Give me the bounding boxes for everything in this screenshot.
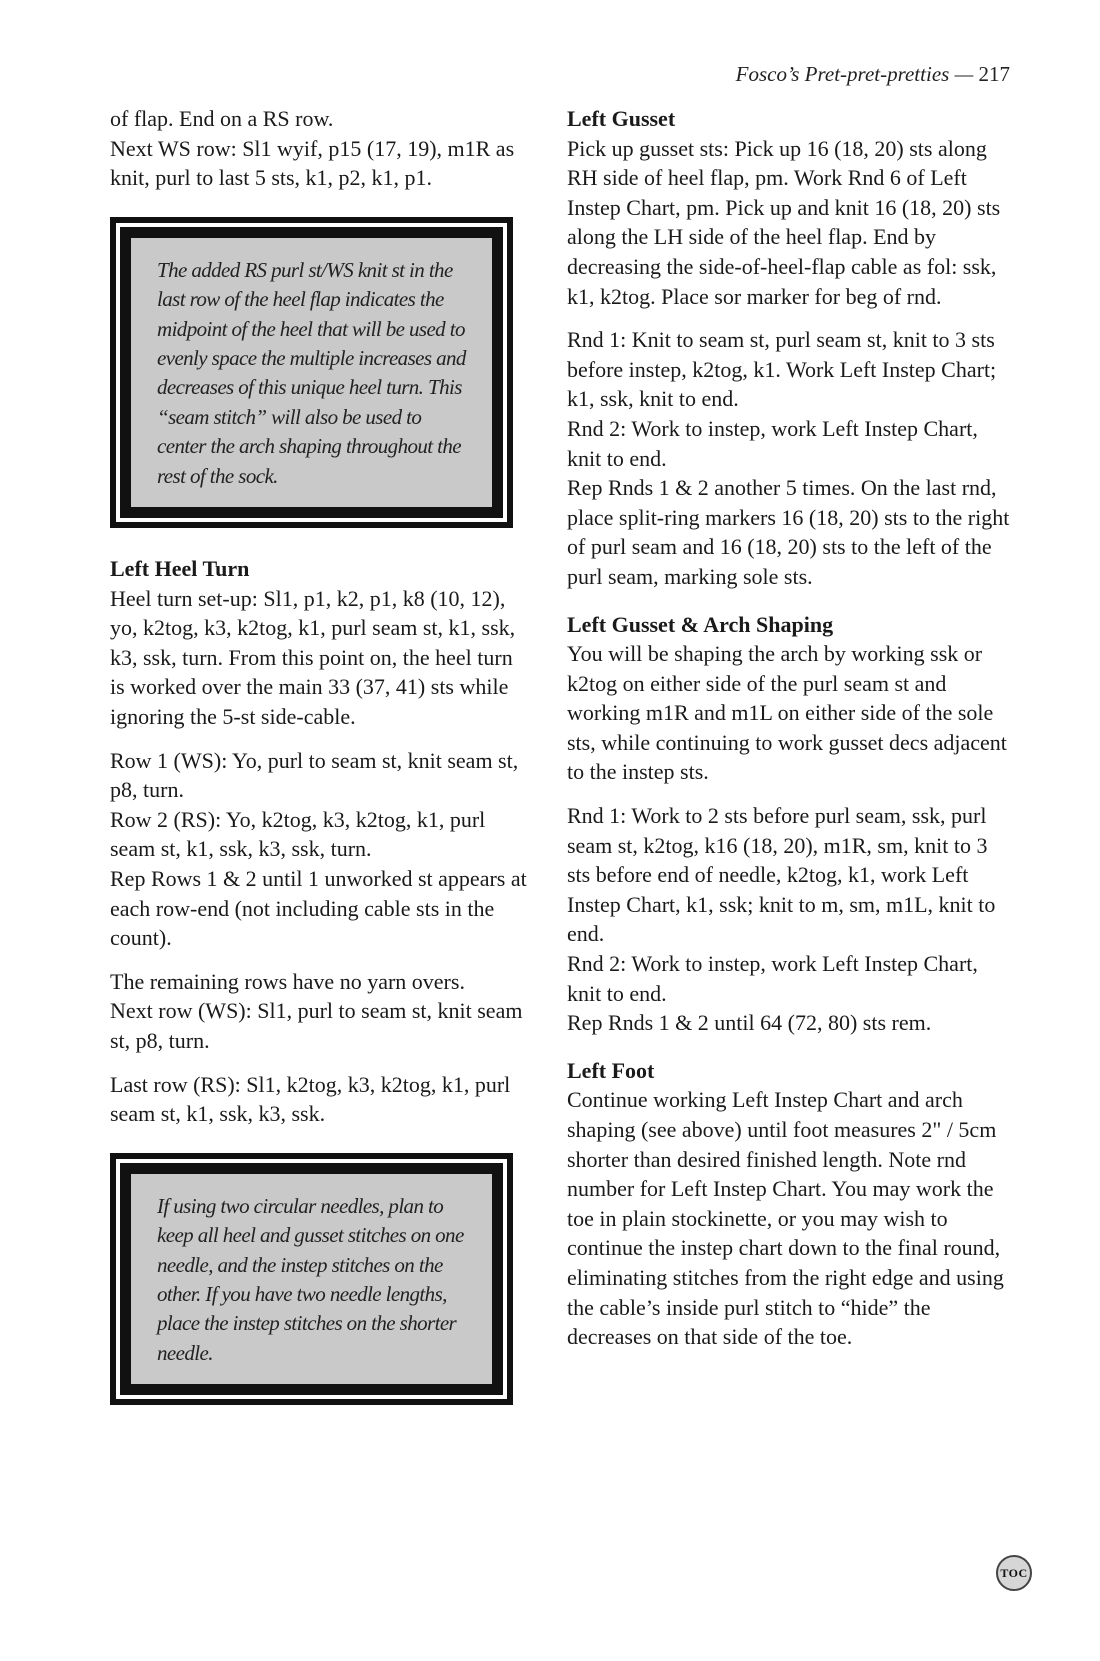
arch-shaping-heading: Left Gusset & Arch Shaping bbox=[567, 611, 834, 637]
last-row-text: Last row (RS): Sl1, k2tog, k3, k2tog, k1, purl seam st, k1, ssk, k3, ssk. bbox=[110, 1071, 511, 1127]
gusset-rnd1-text: Rnd 1: Knit to seam st, purl seam st, knit to 3 sts before instep, k2tog, k1. Work Left Instep Chart; k1, ssk, knit to end. bbox=[567, 327, 997, 412]
arch-intro-text: You will be shaping the arch by working ssk or k2tog on either side of the purl seam st and working m1R and m1L on either side of the sole sts, while continuing to work gusset decs adjacent to the instep sts. bbox=[567, 641, 1007, 785]
arch-rnd1-text: Rnd 1: Work to 2 sts before purl seam, ssk, purl seam st, k2tog, k16 (18, 20), m1R, sm, knit to 3 sts before end of needle, k2tog, k1, work Left Instep Chart, k1, ssk; knit to m, sm, m1L, knit to end. bbox=[567, 803, 996, 947]
gusset-pickup-text: Pick up gusset sts: Pick up 16 (18, 20) sts along RH side of heel flap, pm. Work Rnd 6 of Left Instep Chart, pm. Pick up and knit 16 (18, 20) sts along the LH side of the heel flap. End by decreasing the side-of-heel-flap cable as fol: ssk, k1, k2tog. Place sor marker for beg of rnd. bbox=[567, 135, 1001, 309]
gusset-rep-text: Rep Rnds 1 & 2 another 5 times. On the last rnd, place split-ring markers 16 (18, 20) sts to the right of purl seam and 16 (18, 20) sts to the left of the purl seam, marking sole sts. bbox=[567, 475, 1010, 589]
left-gusset-heading: Left Gusset bbox=[567, 106, 676, 131]
page-number: 217 bbox=[978, 62, 1010, 86]
left-column bbox=[110, 104, 530, 1431]
left-foot-heading: Left Foot bbox=[567, 1057, 655, 1083]
circular-needles-note-box bbox=[110, 1153, 513, 1405]
book-title: Fosco’s Pret-pret-pretties bbox=[735, 62, 950, 86]
row1-text: Row 1 (WS): Yo, purl to seam st, knit seam st, p8, turn. bbox=[110, 747, 519, 803]
next-row-text: Next row (WS): Sl1, purl to seam st, knit seam st, p8, turn. bbox=[110, 998, 523, 1053]
left-heel-turn-heading: Left Heel Turn bbox=[110, 556, 250, 582]
remaining-rows-text: The remaining rows have no yarn overs. bbox=[110, 968, 465, 994]
arch-rnd2-text: Rnd 2: Work to instep, work Left Instep Chart, knit to end. bbox=[567, 951, 978, 1006]
circular-needles-note-text: If using two circular needles, plan to keep all heel and gusset stitches on one needle, and the instep stitches on the other. If you have two needle lengths, place the instep stitches on the shorter needle. bbox=[120, 1163, 503, 1395]
row2-text: Row 2 (RS): Yo, k2tog, k3, k2tog, k1, purl seam st, k1, ssk, k3, ssk, turn. bbox=[110, 806, 486, 862]
toc-button[interactable]: TOC bbox=[996, 1555, 1032, 1591]
running-head bbox=[736, 62, 1010, 87]
seam-stitch-note-box bbox=[110, 217, 513, 528]
seam-stitch-note-text: The added RS purl st/WS knit st in the last row of the heel flap indicates the midpoint of the heel that will be used to evenly space the multiple increases and decreases of this unique heel turn. This “seam stitch” will also be used to center the arch shaping throughout the rest of the sock. bbox=[120, 227, 503, 518]
right-column bbox=[567, 104, 1012, 1352]
arch-rep-text: Rep Rnds 1 & 2 until 64 (72, 80) sts rem. bbox=[567, 1010, 932, 1036]
title-dash: — bbox=[949, 62, 979, 86]
gusset-rnd2-text: Rnd 2: Work to instep, work Left Instep Chart, knit to end. bbox=[567, 415, 978, 471]
heel-turn-setup-text: Heel turn set-up: Sl1, p1, k2, p1, k8 (10, 12), yo, k2tog, k3, k2tog, k1, purl seam st, k1, ssk, k3, ssk, turn. From this point on, the heel turn is worked over the main 33 (37, 41) sts while ignoring the 5-st side-cable. bbox=[110, 585, 516, 729]
flap-end-text: of flap. End on a RS row. bbox=[110, 106, 334, 131]
next-ws-row-text: Next WS row: Sl1 wyif, p15 (17, 19), m1R as knit, purl to last 5 sts, k1, p2, k1, p1. bbox=[110, 135, 515, 191]
rep-rows-text: Rep Rows 1 & 2 until 1 unworked st appears at each row-end (not including cable sts in the count). bbox=[110, 865, 527, 951]
left-foot-text: Continue working Left Instep Chart and arch shaping (see above) until foot measures 2" / 5cm shorter than desired finished length. Note rnd number for Left Instep Chart. You may work the toe in plain stockinette, or you may wish to continue the instep chart down to the final round, eliminating stitches from the right edge and using the cable’s inside purl stitch to “hide” the decreases on that side of the toe. bbox=[567, 1087, 1004, 1350]
